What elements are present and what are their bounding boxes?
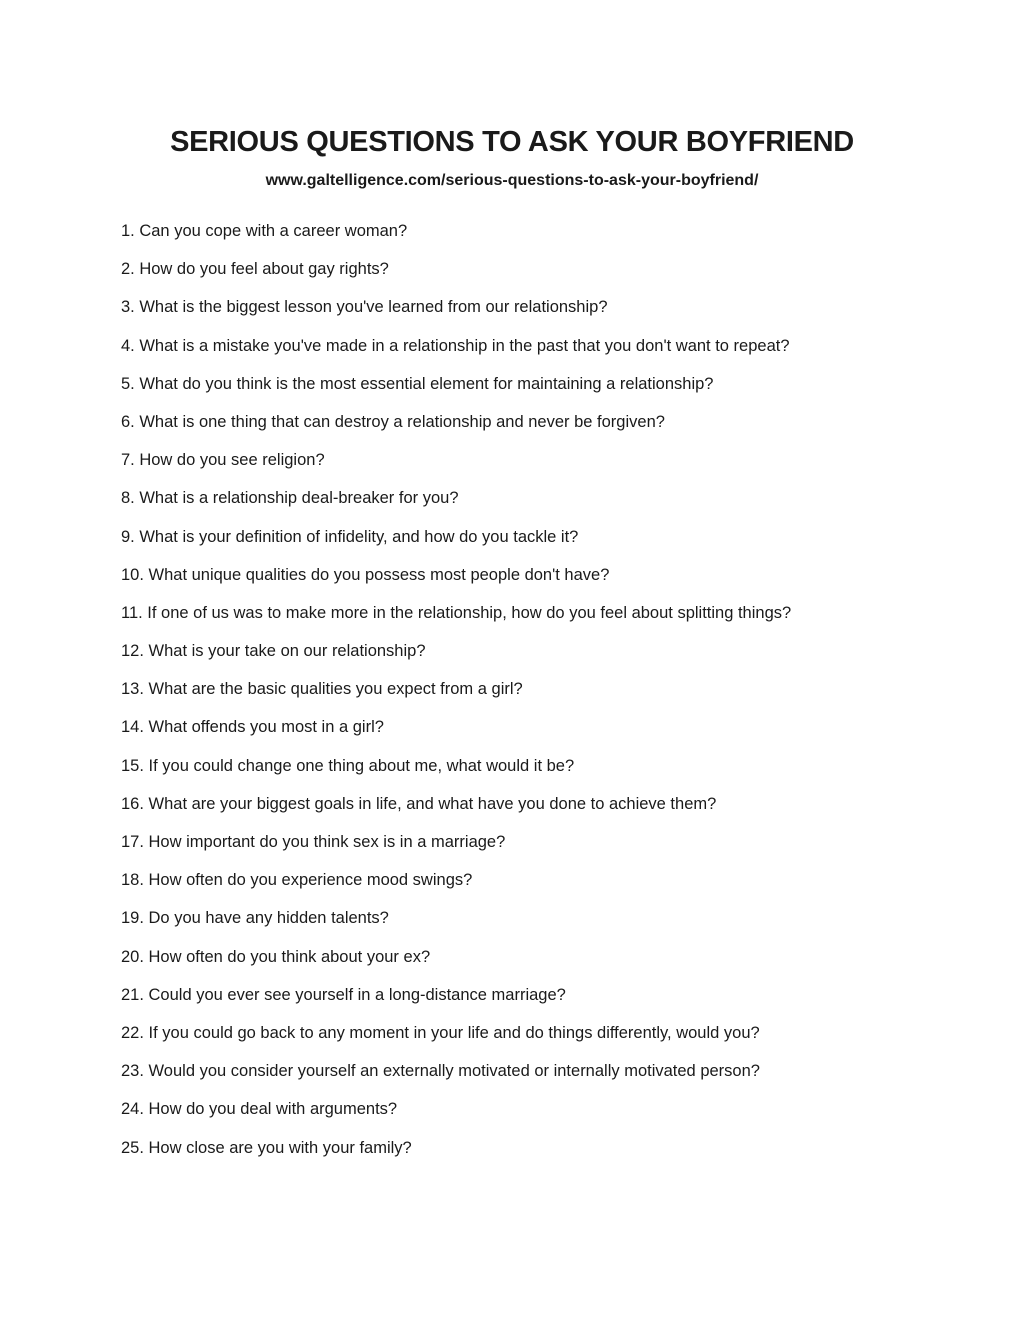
question-item: 5. What do you think is the most essential element for maintaining a relationship? bbox=[121, 374, 714, 393]
page-title: SERIOUS QUESTIONS TO ASK YOUR BOYFRIEND bbox=[170, 126, 854, 158]
question-item: 21. Could you ever see yourself in a long-distance marriage? bbox=[121, 985, 566, 1004]
source-url: www.galtelligence.com/serious-questions-to-ask-your-boyfriend/ bbox=[265, 172, 759, 189]
question-item: 18. How often do you experience mood swings? bbox=[121, 871, 473, 890]
question-item: 4. What is a mistake you've made in a relationship in the past that you don't want to repeat? bbox=[121, 336, 790, 355]
question-item: 8. What is a relationship deal-breaker for you? bbox=[121, 489, 459, 508]
question-item: 23. Would you consider yourself an externally motivated or internally motivated person? bbox=[121, 1062, 760, 1081]
question-item: 13. What are the basic qualities you expect from a girl? bbox=[121, 680, 523, 699]
question-item: 17. How important do you think sex is in a marriage? bbox=[121, 833, 506, 851]
question-item: 7. How do you see religion? bbox=[121, 451, 325, 470]
question-item: 6. What is one thing that can destroy a relationship and never be forgiven? bbox=[121, 412, 665, 431]
question-item: 12. What is your take on our relationship? bbox=[121, 642, 426, 661]
question-item: 10. What unique qualities do you possess most people don't have? bbox=[121, 565, 610, 584]
question-item: 24. How do you deal with arguments? bbox=[121, 1100, 398, 1119]
question-item: 9. What is your definition of infidelity, and how do you tackle it? bbox=[121, 527, 579, 546]
question-item: 20. How often do you think about your ex? bbox=[121, 947, 431, 966]
question-item: 14. What offends you most in a girl? bbox=[121, 718, 384, 737]
question-item: 25. How close are you with your family? bbox=[121, 1138, 412, 1157]
question-item: 11. If one of us was to make more in the relationship, how do you feel about splitting things? bbox=[121, 603, 792, 622]
question-item: 3. What is the biggest lesson you've learned from our relationship? bbox=[121, 298, 608, 317]
question-item: 22. If you could go back to any moment in your life and do things differently, would you? bbox=[121, 1023, 760, 1042]
question-item: 15. If you could change one thing about me, what would it be? bbox=[121, 756, 575, 775]
question-item: 16. What are your biggest goals in life, and what have you done to achieve them? bbox=[121, 794, 717, 813]
question-list bbox=[121, 220, 921, 1175]
question-item: 2. How do you feel about gay rights? bbox=[121, 260, 389, 279]
question-item: 19. Do you have any hidden talents? bbox=[121, 909, 389, 928]
question-item: 1. Can you cope with a career woman? bbox=[121, 222, 408, 240]
